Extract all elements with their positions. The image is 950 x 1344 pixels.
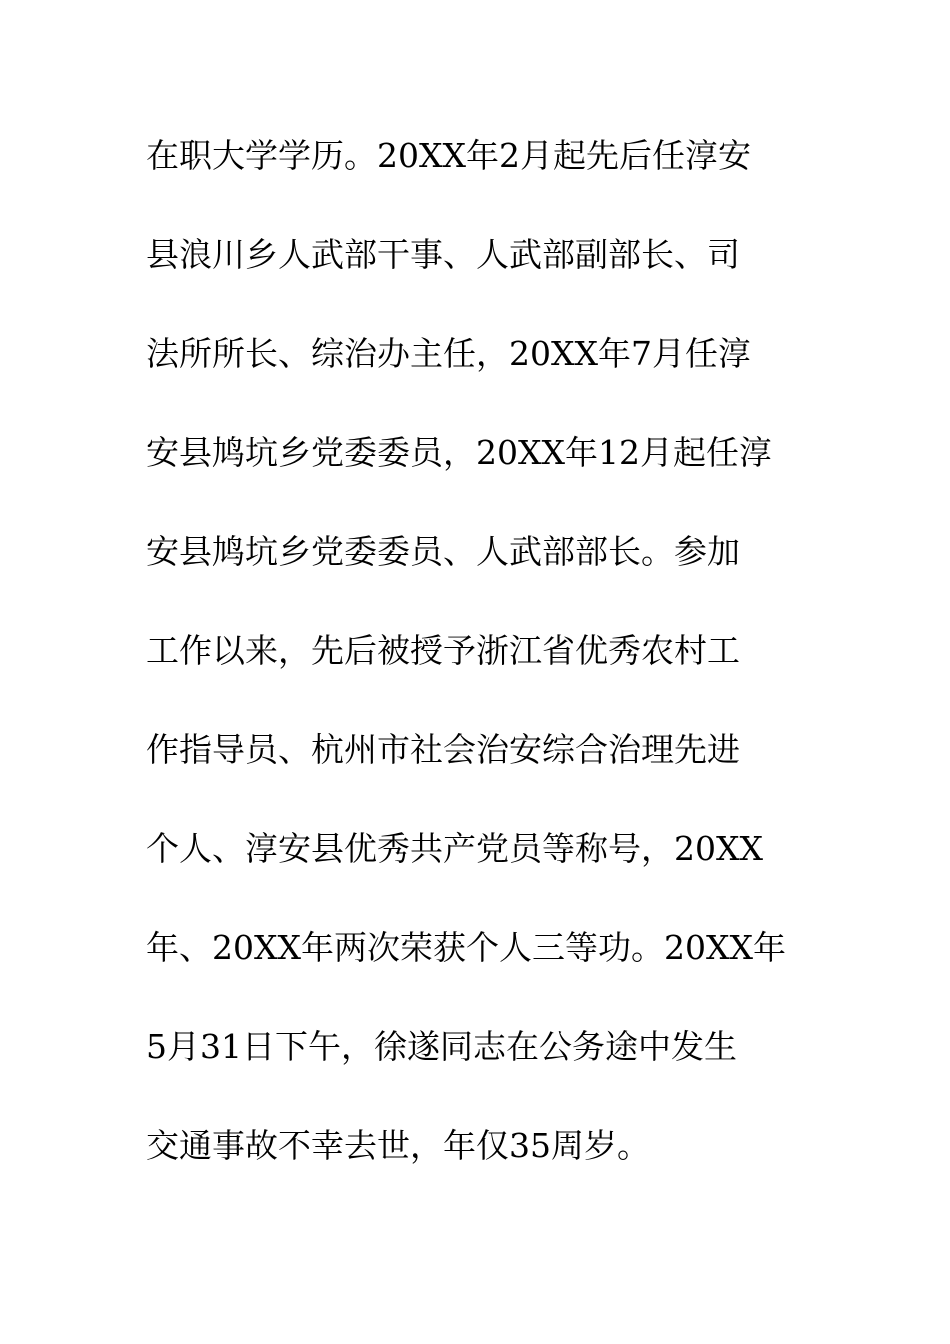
text-line: 作指导员、杭州市社会治安综合治理先进 bbox=[146, 730, 740, 769]
text-line: 在职大学学历。20XX年2月起先后任淳安 bbox=[146, 136, 751, 175]
body-paragraph bbox=[146, 124, 826, 1213]
text-line: 法所所长、综治办主任，20XX年7月任淳 bbox=[146, 334, 751, 373]
text-line: 安县鸠坑乡党委委员、人武部部长。参加 bbox=[146, 532, 740, 571]
text-line: 个人、淳安县优秀共产党员等称号，20XX bbox=[146, 829, 763, 868]
text-line: 县浪川乡人武部干事、人武部副部长、司 bbox=[146, 235, 740, 274]
text-line: 年、20XX年两次荣获个人三等功。20XX年 bbox=[146, 928, 786, 967]
text-line: 5月31日下午，徐遂同志在公务途中发生 bbox=[146, 1027, 737, 1066]
text-line: 安县鸠坑乡党委委员，20XX年12月起任淳 bbox=[146, 433, 772, 472]
text-line: 交通事故不幸去世，年仅35周岁。 bbox=[146, 1126, 650, 1165]
text-line: 工作以来，先后被授予浙江省优秀农村工 bbox=[146, 631, 740, 670]
